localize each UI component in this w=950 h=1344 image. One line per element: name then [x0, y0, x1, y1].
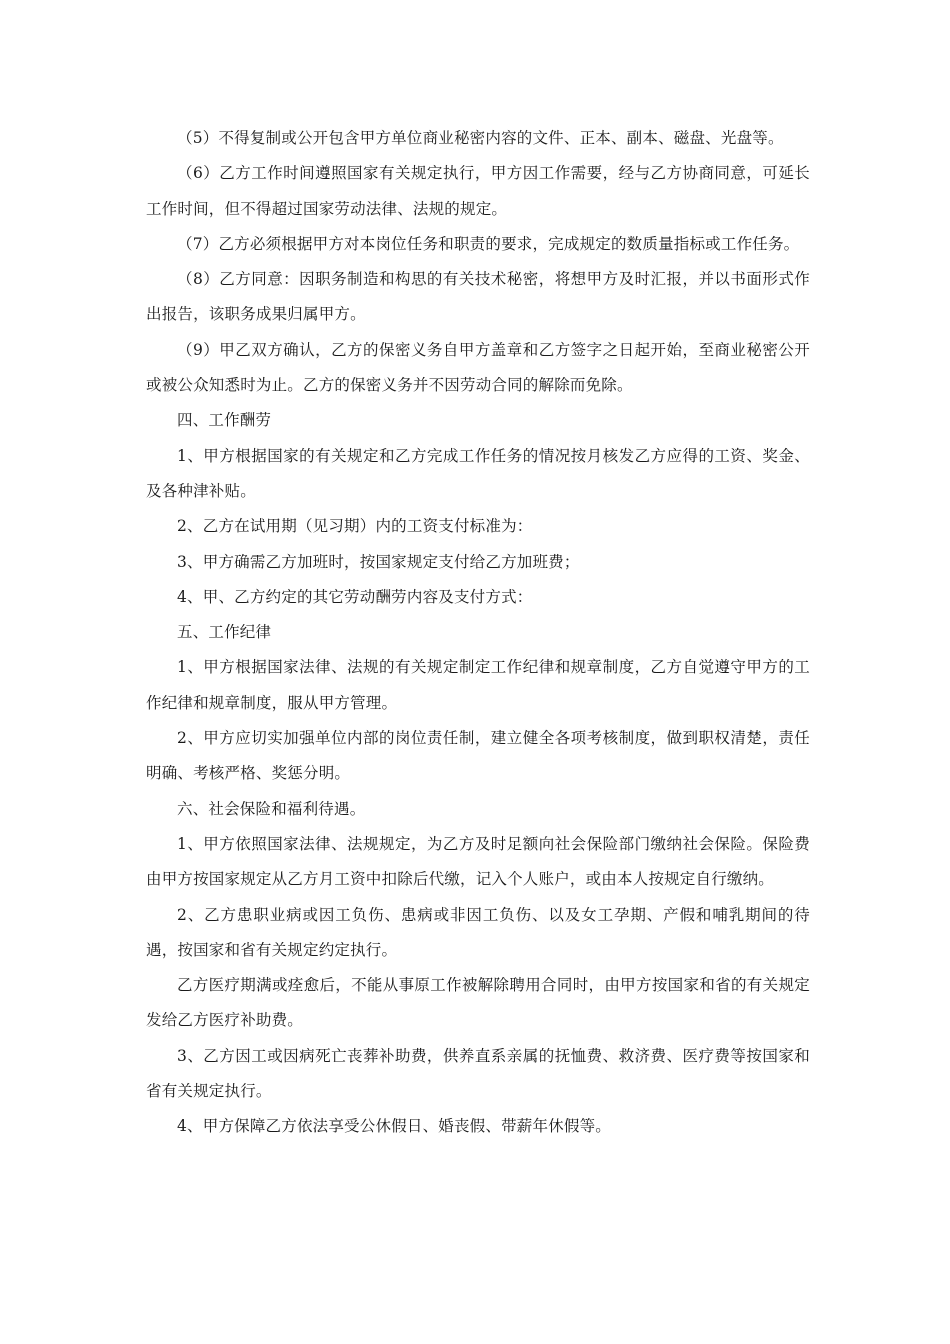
section-heading-discipline: 五、工作纪律	[177, 623, 272, 642]
clause-7-job-duties: （7）乙方必须根据甲方对本岗位任务和职责的要求，完成规定的数质量指标或工作任务。	[177, 234, 800, 253]
remuneration-item-3: 3、甲方确需乙方加班时，按国家规定支付给乙方加班费；	[177, 552, 580, 571]
document-body	[146, 121, 810, 1145]
clause-6-working-hours: （6）乙方工作时间遵照国家有关规定执行，甲方因工作需要，经与乙方协商同意，可延长工作时间，但不得超过国家劳动法律、法规的规定。	[146, 164, 810, 218]
clause-9-confidentiality-term: （9）甲乙双方确认，乙方的保密义务自甲方盖章和乙方签字之日起开始，至商业秘密公开或被公众知悉时为止。乙方的保密义务并不因劳动合同的解除而免除。	[146, 340, 810, 395]
clause-8-work-results: （8）乙方同意：因职务制造和构思的有关技术秘密，将想甲方及时汇报，并以书面形式作出报告，该职务成果归属甲方。	[146, 270, 810, 324]
section-heading-insurance-welfare: 六、社会保险和福利待遇。	[177, 799, 366, 818]
insurance-item-2: 2、乙方患职业病或因工负伤、患病或非因工负伤、以及女工孕期、产假和哺乳期间的待遇，按国家和省有关规定约定执行。	[146, 905, 810, 959]
remuneration-item-2: 2、乙方在试用期（见习期）内的工资支付标准为：	[177, 517, 533, 536]
insurance-item-1: 1、甲方依照国家法律、法规规定，为乙方及时足额向社会保险部门缴纳社会保险。保险费由甲方按国家规定从乙方月工资中扣除后代缴，记入个人账户，或由本人按规定自行缴纳。	[146, 834, 810, 889]
remuneration-item-4: 4、甲、乙方约定的其它劳动酬劳内容及支付方式：	[177, 587, 533, 606]
discipline-item-2: 2、甲方应切实加强单位内部的岗位责任制，建立健全各项考核制度，做到职权清楚，责任明确、考核严格、奖惩分明。	[146, 729, 810, 783]
insurance-item-2-continued: 乙方医疗期满或痊愈后，不能从事原工作被解除聘用合同时，由甲方按国家和省的有关规定发给乙方医疗补助费。	[146, 976, 810, 1030]
remuneration-item-1: 1、甲方根据国家的有关规定和乙方完成工作任务的情况按月核发乙方应得的工资、奖金、及各种津补贴。	[146, 446, 810, 500]
section-heading-remuneration: 四、工作酬劳	[177, 411, 272, 430]
insurance-item-3: 3、乙方因工或因病死亡丧葬补助费，供养直系亲属的抚恤费、救济费、医疗费等按国家和省有关规定执行。	[146, 1046, 810, 1101]
discipline-item-1: 1、甲方根据国家法律、法规的有关规定制定工作纪律和规章制度，乙方自觉遵守甲方的工作纪律和规章制度，服从甲方管理。	[146, 658, 810, 712]
insurance-item-4: 4、甲方保障乙方依法享受公休假日、婚丧假、带薪年休假等。	[177, 1117, 611, 1136]
clause-5-confidential-copies: （5）不得复制或公开包含甲方单位商业秘密内容的文件、正本、副本、磁盘、光盘等。	[177, 129, 784, 147]
